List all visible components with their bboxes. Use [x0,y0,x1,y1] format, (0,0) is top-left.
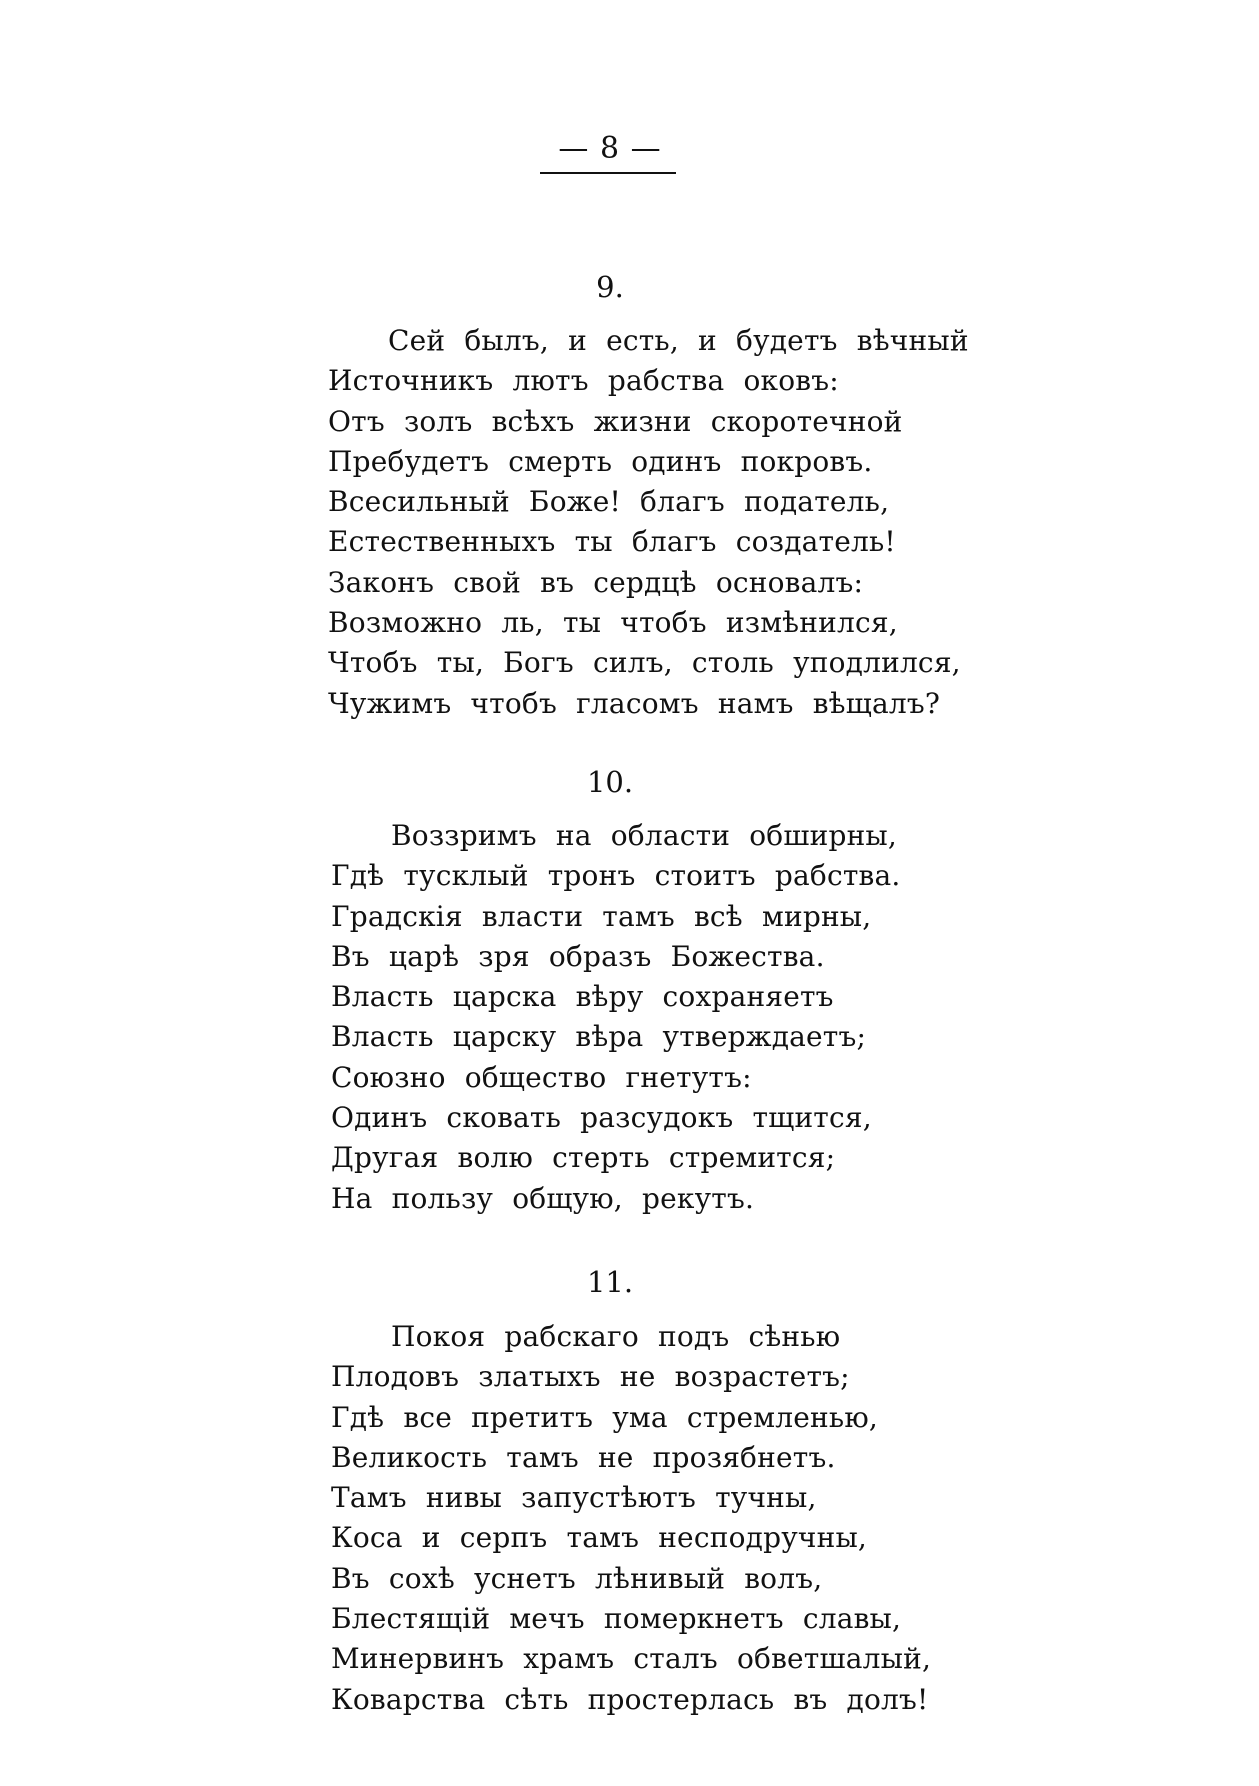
verse-line: Тамъ нивы запустѣютъ тучны, [331,1481,817,1515]
stanza-11 [331,1317,931,1720]
verse-line: Другая волю стерть стремится; [331,1141,836,1175]
verse-line: Воззримъ на области обширны, [391,819,898,852]
verse-line: На пользу общую, рекутъ. [331,1181,755,1215]
verse-line: Всесильный Боже! благъ податель, [328,485,890,519]
verse-line: Власть царска вѣру сохраняетъ [331,980,834,1014]
verse-line: Коварства сѣть простерлась въ долъ! [331,1682,929,1716]
verse-line: Минервинъ храмъ сталъ обветшалый, [331,1642,932,1676]
verse-line: Градскія власти тамъ всѣ мирны, [331,899,872,933]
stanza-number: 9. [596,270,624,304]
stanza-number: 11. [586,1265,634,1299]
verse-line: Естественныхъ ты благъ создатель! [328,525,896,559]
verse-line: Одинъ сковать разсудокъ тщится, [331,1101,872,1135]
verse-line: Блестящій мечъ померкнетъ славы, [331,1602,902,1636]
verse-line: Коса и серпъ тамъ несподручны, [331,1521,868,1555]
verse-line: Власть царску вѣра утверждаетъ; [331,1020,867,1054]
verse-line: Въ царѣ зря образъ Божества. [331,939,825,973]
stanza-10 [331,816,901,1219]
verse-line: Плодовъ златыхъ не возрастетъ; [331,1360,850,1394]
verse-line: Пребудетъ смерть одинъ покровъ. [328,444,873,478]
verse-line: Въ сохѣ уснетъ лѣнивый волъ, [331,1561,823,1595]
page-number-rule [540,172,676,174]
verse-line: Союзно общество гнетутъ: [331,1060,752,1094]
verse-line: Возможно ль, ты чтобъ измѣнился, [328,606,898,640]
stanza-9 [328,321,969,724]
verse-line: Покоя рабскаго подъ сѣнью [391,1320,841,1353]
stanza-number: 10. [586,765,634,799]
verse-line: Великость тамъ не прозябнетъ. [331,1440,836,1474]
verse-line: Чтобъ ты, Богъ силъ, столь уподлился, [328,646,961,680]
verse-line: Источникъ лютъ рабства оковъ: [328,364,839,398]
verse-line: Сей былъ, и есть, и будетъ вѣчный [388,324,969,357]
verse-line: Гдѣ тусклый тронъ стоитъ рабства. [331,859,901,893]
page-number: — 8 — [558,131,662,166]
verse-line: Гдѣ все претитъ ума стремленью, [331,1400,879,1434]
verse-line: Законъ свой въ сердцѣ основалъ: [328,565,864,599]
verse-line: Чужимъ чтобъ гласомъ намъ вѣщалъ? [328,686,941,720]
verse-line: Отъ золъ всѣхъ жизни скоротечной [328,404,903,438]
